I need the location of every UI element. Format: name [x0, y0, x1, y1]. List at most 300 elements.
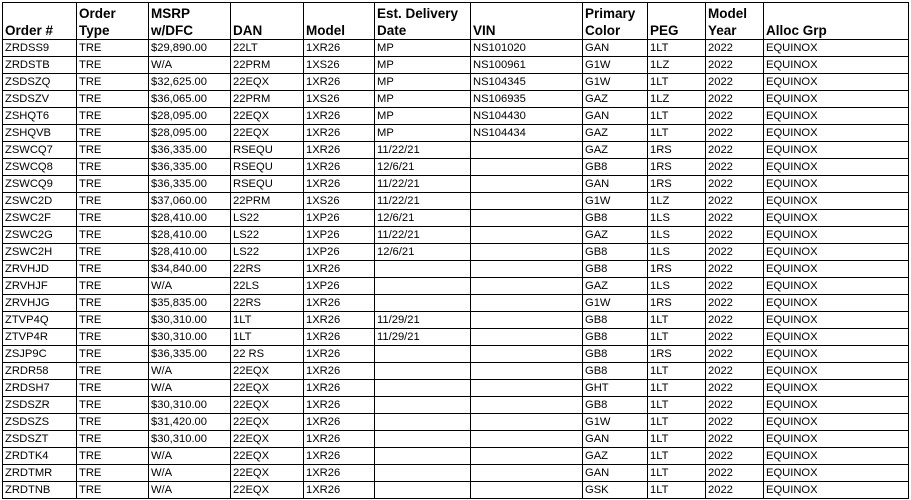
- cell-peg[interactable]: 1LT: [648, 431, 706, 448]
- cell-vin[interactable]: [471, 193, 583, 210]
- cell-vin[interactable]: [471, 244, 583, 261]
- cell-alloc[interactable]: EQUINOX: [764, 346, 909, 363]
- cell-alloc[interactable]: EQUINOX: [764, 74, 909, 91]
- cell-peg[interactable]: 1LZ: [648, 193, 706, 210]
- cell-year[interactable]: 2022: [706, 125, 764, 142]
- cell-model[interactable]: 1XS26: [304, 193, 375, 210]
- cell-msrp[interactable]: W/A: [149, 278, 231, 295]
- cell-delivery[interactable]: MP: [375, 57, 471, 74]
- cell-type[interactable]: TRE: [77, 414, 149, 431]
- cell-vin[interactable]: [471, 465, 583, 482]
- cell-vin[interactable]: NS104345: [471, 74, 583, 91]
- cell-msrp[interactable]: $31,420.00: [149, 414, 231, 431]
- cell-color[interactable]: GAZ: [583, 91, 648, 108]
- cell-vin[interactable]: NS106935: [471, 91, 583, 108]
- cell-dan[interactable]: 22EQX: [231, 414, 304, 431]
- cell-order[interactable]: ZRDSH7: [3, 380, 77, 397]
- cell-type[interactable]: TRE: [77, 295, 149, 312]
- cell-msrp[interactable]: $29,890.00: [149, 40, 231, 57]
- cell-type[interactable]: TRE: [77, 91, 149, 108]
- cell-model[interactable]: 1XR26: [304, 482, 375, 499]
- cell-model[interactable]: 1XR26: [304, 74, 375, 91]
- cell-dan[interactable]: 22LT: [231, 40, 304, 57]
- cell-dan[interactable]: 22PRM: [231, 57, 304, 74]
- cell-peg[interactable]: 1LT: [648, 448, 706, 465]
- cell-order[interactable]: ZSWC2D: [3, 193, 77, 210]
- cell-dan[interactable]: 22EQX: [231, 431, 304, 448]
- cell-msrp[interactable]: W/A: [149, 482, 231, 499]
- cell-year[interactable]: 2022: [706, 414, 764, 431]
- cell-color[interactable]: GAZ: [583, 125, 648, 142]
- cell-type[interactable]: TRE: [77, 57, 149, 74]
- cell-color[interactable]: GB8: [583, 397, 648, 414]
- cell-type[interactable]: TRE: [77, 74, 149, 91]
- cell-peg[interactable]: 1RS: [648, 346, 706, 363]
- cell-order[interactable]: ZSWC2H: [3, 244, 77, 261]
- cell-vin[interactable]: [471, 295, 583, 312]
- cell-peg[interactable]: 1LT: [648, 108, 706, 125]
- cell-color[interactable]: GAZ: [583, 142, 648, 159]
- cell-model[interactable]: 1XR26: [304, 465, 375, 482]
- cell-year[interactable]: 2022: [706, 278, 764, 295]
- cell-dan[interactable]: 22LS: [231, 278, 304, 295]
- cell-color[interactable]: GB8: [583, 261, 648, 278]
- cell-alloc[interactable]: EQUINOX: [764, 414, 909, 431]
- cell-msrp[interactable]: W/A: [149, 465, 231, 482]
- cell-order[interactable]: ZSWC2G: [3, 227, 77, 244]
- cell-type[interactable]: TRE: [77, 193, 149, 210]
- column-header-color[interactable]: [583, 3, 648, 40]
- cell-dan[interactable]: 22EQX: [231, 448, 304, 465]
- cell-color[interactable]: GB8: [583, 346, 648, 363]
- cell-delivery[interactable]: [375, 414, 471, 431]
- cell-alloc[interactable]: EQUINOX: [764, 125, 909, 142]
- cell-msrp[interactable]: $36,065.00: [149, 91, 231, 108]
- cell-dan[interactable]: 22EQX: [231, 465, 304, 482]
- cell-alloc[interactable]: EQUINOX: [764, 210, 909, 227]
- cell-year[interactable]: 2022: [706, 210, 764, 227]
- cell-vin[interactable]: [471, 482, 583, 499]
- cell-peg[interactable]: 1RS: [648, 159, 706, 176]
- cell-peg[interactable]: 1LS: [648, 244, 706, 261]
- cell-peg[interactable]: 1LT: [648, 125, 706, 142]
- cell-peg[interactable]: 1LT: [648, 397, 706, 414]
- cell-delivery[interactable]: 11/22/21: [375, 176, 471, 193]
- cell-delivery[interactable]: 12/6/21: [375, 159, 471, 176]
- cell-delivery[interactable]: MP: [375, 91, 471, 108]
- cell-color[interactable]: GAZ: [583, 278, 648, 295]
- cell-vin[interactable]: NS100961: [471, 57, 583, 74]
- cell-vin[interactable]: [471, 227, 583, 244]
- cell-delivery[interactable]: [375, 380, 471, 397]
- cell-delivery[interactable]: 11/29/21: [375, 329, 471, 346]
- cell-dan[interactable]: 22EQX: [231, 74, 304, 91]
- cell-year[interactable]: 2022: [706, 261, 764, 278]
- cell-msrp[interactable]: W/A: [149, 380, 231, 397]
- cell-year[interactable]: 2022: [706, 482, 764, 499]
- cell-year[interactable]: 2022: [706, 380, 764, 397]
- cell-alloc[interactable]: EQUINOX: [764, 227, 909, 244]
- cell-order[interactable]: ZSJP9C: [3, 346, 77, 363]
- cell-alloc[interactable]: EQUINOX: [764, 329, 909, 346]
- cell-model[interactable]: 1XR26: [304, 329, 375, 346]
- cell-color[interactable]: G1W: [583, 74, 648, 91]
- cell-type[interactable]: TRE: [77, 465, 149, 482]
- cell-color[interactable]: GB8: [583, 363, 648, 380]
- cell-dan[interactable]: RSEQU: [231, 159, 304, 176]
- cell-model[interactable]: 1XP26: [304, 227, 375, 244]
- cell-vin[interactable]: NS104430: [471, 108, 583, 125]
- cell-order[interactable]: ZSWCQ9: [3, 176, 77, 193]
- cell-order[interactable]: ZRVHJD: [3, 261, 77, 278]
- cell-type[interactable]: TRE: [77, 227, 149, 244]
- cell-year[interactable]: 2022: [706, 227, 764, 244]
- cell-model[interactable]: 1XR26: [304, 40, 375, 57]
- cell-delivery[interactable]: MP: [375, 40, 471, 57]
- cell-dan[interactable]: 22EQX: [231, 108, 304, 125]
- column-header-msrp[interactable]: [149, 3, 231, 40]
- cell-dan[interactable]: 22EQX: [231, 363, 304, 380]
- cell-dan[interactable]: LS22: [231, 244, 304, 261]
- cell-vin[interactable]: NS104434: [471, 125, 583, 142]
- cell-order[interactable]: ZSWC2F: [3, 210, 77, 227]
- cell-alloc[interactable]: EQUINOX: [764, 40, 909, 57]
- cell-delivery[interactable]: [375, 465, 471, 482]
- cell-peg[interactable]: 1LT: [648, 312, 706, 329]
- cell-vin[interactable]: [471, 329, 583, 346]
- cell-type[interactable]: TRE: [77, 363, 149, 380]
- cell-color[interactable]: GHT: [583, 380, 648, 397]
- cell-order[interactable]: ZTVP4R: [3, 329, 77, 346]
- cell-model[interactable]: 1XR26: [304, 295, 375, 312]
- cell-msrp[interactable]: $37,060.00: [149, 193, 231, 210]
- cell-vin[interactable]: [471, 397, 583, 414]
- cell-peg[interactable]: 1RS: [648, 176, 706, 193]
- cell-delivery[interactable]: [375, 346, 471, 363]
- cell-dan[interactable]: 22RS: [231, 261, 304, 278]
- cell-delivery[interactable]: 12/6/21: [375, 244, 471, 261]
- cell-order[interactable]: ZRDTNB: [3, 482, 77, 499]
- cell-color[interactable]: GB8: [583, 329, 648, 346]
- cell-dan[interactable]: 22EQX: [231, 125, 304, 142]
- cell-delivery[interactable]: [375, 397, 471, 414]
- cell-peg[interactable]: 1RS: [648, 261, 706, 278]
- cell-type[interactable]: TRE: [77, 142, 149, 159]
- cell-msrp[interactable]: $30,310.00: [149, 329, 231, 346]
- cell-delivery[interactable]: 12/6/21: [375, 210, 471, 227]
- cell-year[interactable]: 2022: [706, 295, 764, 312]
- cell-peg[interactable]: 1LS: [648, 210, 706, 227]
- cell-alloc[interactable]: EQUINOX: [764, 465, 909, 482]
- cell-vin[interactable]: [471, 431, 583, 448]
- cell-model[interactable]: 1XR26: [304, 125, 375, 142]
- cell-delivery[interactable]: [375, 278, 471, 295]
- cell-dan[interactable]: 22EQX: [231, 397, 304, 414]
- cell-delivery[interactable]: [375, 448, 471, 465]
- cell-vin[interactable]: [471, 448, 583, 465]
- cell-type[interactable]: TRE: [77, 448, 149, 465]
- cell-alloc[interactable]: EQUINOX: [764, 176, 909, 193]
- cell-model[interactable]: 1XR26: [304, 448, 375, 465]
- cell-type[interactable]: TRE: [77, 482, 149, 499]
- cell-type[interactable]: TRE: [77, 346, 149, 363]
- cell-color[interactable]: GAN: [583, 108, 648, 125]
- cell-vin[interactable]: [471, 176, 583, 193]
- cell-model[interactable]: 1XP26: [304, 278, 375, 295]
- cell-vin[interactable]: [471, 261, 583, 278]
- cell-peg[interactable]: 1LT: [648, 482, 706, 499]
- cell-model[interactable]: 1XR26: [304, 431, 375, 448]
- cell-order[interactable]: ZSDSZQ: [3, 74, 77, 91]
- cell-peg[interactable]: 1LT: [648, 465, 706, 482]
- cell-vin[interactable]: [471, 312, 583, 329]
- cell-order[interactable]: ZSDSZS: [3, 414, 77, 431]
- cell-alloc[interactable]: EQUINOX: [764, 261, 909, 278]
- cell-model[interactable]: 1XP26: [304, 210, 375, 227]
- cell-order[interactable]: ZSDSZT: [3, 431, 77, 448]
- cell-alloc[interactable]: EQUINOX: [764, 244, 909, 261]
- cell-color[interactable]: GAN: [583, 40, 648, 57]
- cell-type[interactable]: TRE: [77, 125, 149, 142]
- cell-delivery[interactable]: [375, 431, 471, 448]
- cell-vin[interactable]: [471, 159, 583, 176]
- cell-dan[interactable]: 1LT: [231, 312, 304, 329]
- cell-msrp[interactable]: $32,625.00: [149, 74, 231, 91]
- cell-alloc[interactable]: EQUINOX: [764, 57, 909, 74]
- cell-delivery[interactable]: 11/29/21: [375, 312, 471, 329]
- cell-type[interactable]: TRE: [77, 312, 149, 329]
- cell-msrp[interactable]: $30,310.00: [149, 431, 231, 448]
- cell-delivery[interactable]: MP: [375, 108, 471, 125]
- cell-color[interactable]: GB8: [583, 312, 648, 329]
- cell-model[interactable]: 1XR26: [304, 159, 375, 176]
- column-header-peg[interactable]: [648, 3, 706, 40]
- cell-delivery[interactable]: [375, 363, 471, 380]
- cell-peg[interactable]: 1RS: [648, 142, 706, 159]
- cell-year[interactable]: 2022: [706, 465, 764, 482]
- cell-type[interactable]: TRE: [77, 397, 149, 414]
- column-header-year[interactable]: [706, 3, 764, 40]
- cell-msrp[interactable]: W/A: [149, 448, 231, 465]
- cell-year[interactable]: 2022: [706, 329, 764, 346]
- cell-order[interactable]: ZSDSZV: [3, 91, 77, 108]
- cell-year[interactable]: 2022: [706, 74, 764, 91]
- cell-alloc[interactable]: EQUINOX: [764, 193, 909, 210]
- cell-order[interactable]: ZTVP4Q: [3, 312, 77, 329]
- cell-msrp[interactable]: $28,095.00: [149, 108, 231, 125]
- cell-dan[interactable]: 22 RS: [231, 346, 304, 363]
- cell-msrp[interactable]: $30,310.00: [149, 397, 231, 414]
- cell-year[interactable]: 2022: [706, 397, 764, 414]
- cell-dan[interactable]: LS22: [231, 210, 304, 227]
- cell-color[interactable]: GB8: [583, 210, 648, 227]
- cell-order[interactable]: ZSHQVB: [3, 125, 77, 142]
- cell-alloc[interactable]: EQUINOX: [764, 278, 909, 295]
- cell-vin[interactable]: NS101020: [471, 40, 583, 57]
- cell-year[interactable]: 2022: [706, 91, 764, 108]
- cell-color[interactable]: G1W: [583, 414, 648, 431]
- cell-msrp[interactable]: $28,095.00: [149, 125, 231, 142]
- cell-type[interactable]: TRE: [77, 278, 149, 295]
- cell-type[interactable]: TRE: [77, 380, 149, 397]
- cell-msrp[interactable]: $36,335.00: [149, 346, 231, 363]
- cell-type[interactable]: TRE: [77, 159, 149, 176]
- cell-model[interactable]: 1XR26: [304, 176, 375, 193]
- cell-type[interactable]: TRE: [77, 431, 149, 448]
- cell-order[interactable]: ZRDTMR: [3, 465, 77, 482]
- cell-year[interactable]: 2022: [706, 57, 764, 74]
- cell-year[interactable]: 2022: [706, 193, 764, 210]
- cell-msrp[interactable]: $34,840.00: [149, 261, 231, 278]
- cell-peg[interactable]: 1LZ: [648, 57, 706, 74]
- cell-type[interactable]: TRE: [77, 176, 149, 193]
- cell-alloc[interactable]: EQUINOX: [764, 159, 909, 176]
- cell-year[interactable]: 2022: [706, 159, 764, 176]
- cell-order[interactable]: ZRVHJF: [3, 278, 77, 295]
- cell-type[interactable]: TRE: [77, 329, 149, 346]
- cell-peg[interactable]: 1LT: [648, 74, 706, 91]
- cell-dan[interactable]: 22RS: [231, 295, 304, 312]
- cell-delivery[interactable]: [375, 295, 471, 312]
- cell-order[interactable]: ZRDSTB: [3, 57, 77, 74]
- cell-model[interactable]: 1XS26: [304, 91, 375, 108]
- cell-type[interactable]: TRE: [77, 40, 149, 57]
- cell-msrp[interactable]: $36,335.00: [149, 159, 231, 176]
- column-header-dan[interactable]: [231, 3, 304, 40]
- cell-order[interactable]: ZSHQT6: [3, 108, 77, 125]
- cell-msrp[interactable]: $36,335.00: [149, 142, 231, 159]
- cell-msrp[interactable]: W/A: [149, 363, 231, 380]
- column-header-vin[interactable]: [471, 3, 583, 40]
- cell-color[interactable]: GAN: [583, 465, 648, 482]
- cell-model[interactable]: 1XR26: [304, 397, 375, 414]
- cell-dan[interactable]: 22PRM: [231, 91, 304, 108]
- cell-msrp[interactable]: $35,835.00: [149, 295, 231, 312]
- cell-model[interactable]: 1XR26: [304, 363, 375, 380]
- cell-alloc[interactable]: EQUINOX: [764, 363, 909, 380]
- cell-delivery[interactable]: [375, 482, 471, 499]
- cell-vin[interactable]: [471, 278, 583, 295]
- cell-model[interactable]: 1XR26: [304, 261, 375, 278]
- column-header-model[interactable]: [304, 3, 375, 40]
- cell-msrp[interactable]: $28,410.00: [149, 227, 231, 244]
- cell-order[interactable]: ZSWCQ8: [3, 159, 77, 176]
- cell-peg[interactable]: 1LT: [648, 329, 706, 346]
- cell-dan[interactable]: 22EQX: [231, 482, 304, 499]
- column-header-order[interactable]: [3, 3, 77, 40]
- cell-dan[interactable]: LS22: [231, 227, 304, 244]
- cell-peg[interactable]: 1LZ: [648, 91, 706, 108]
- cell-color[interactable]: GB8: [583, 244, 648, 261]
- cell-msrp[interactable]: $30,310.00: [149, 312, 231, 329]
- cell-color[interactable]: GAZ: [583, 227, 648, 244]
- cell-delivery[interactable]: MP: [375, 125, 471, 142]
- cell-delivery[interactable]: 11/22/21: [375, 193, 471, 210]
- cell-alloc[interactable]: EQUINOX: [764, 380, 909, 397]
- cell-delivery[interactable]: 11/22/21: [375, 142, 471, 159]
- cell-year[interactable]: 2022: [706, 431, 764, 448]
- cell-color[interactable]: GAN: [583, 176, 648, 193]
- cell-peg[interactable]: 1LT: [648, 380, 706, 397]
- cell-order[interactable]: ZRVHJG: [3, 295, 77, 312]
- column-header-alloc[interactable]: [764, 3, 909, 40]
- cell-alloc[interactable]: EQUINOX: [764, 108, 909, 125]
- cell-vin[interactable]: [471, 363, 583, 380]
- cell-year[interactable]: 2022: [706, 312, 764, 329]
- cell-msrp[interactable]: $36,335.00: [149, 176, 231, 193]
- column-header-delivery[interactable]: [375, 3, 471, 40]
- cell-alloc[interactable]: EQUINOX: [764, 91, 909, 108]
- cell-vin[interactable]: [471, 142, 583, 159]
- cell-year[interactable]: 2022: [706, 448, 764, 465]
- cell-vin[interactable]: [471, 346, 583, 363]
- cell-order[interactable]: ZRDTK4: [3, 448, 77, 465]
- cell-model[interactable]: 1XR26: [304, 142, 375, 159]
- cell-year[interactable]: 2022: [706, 244, 764, 261]
- cell-year[interactable]: 2022: [706, 346, 764, 363]
- cell-dan[interactable]: 22EQX: [231, 380, 304, 397]
- cell-type[interactable]: TRE: [77, 210, 149, 227]
- cell-delivery[interactable]: MP: [375, 74, 471, 91]
- cell-year[interactable]: 2022: [706, 176, 764, 193]
- cell-color[interactable]: G1W: [583, 57, 648, 74]
- cell-dan[interactable]: 22PRM: [231, 193, 304, 210]
- cell-dan[interactable]: RSEQU: [231, 176, 304, 193]
- cell-peg[interactable]: 1LT: [648, 414, 706, 431]
- cell-color[interactable]: G1W: [583, 295, 648, 312]
- cell-dan[interactable]: 1LT: [231, 329, 304, 346]
- cell-type[interactable]: TRE: [77, 261, 149, 278]
- cell-color[interactable]: GB8: [583, 159, 648, 176]
- cell-color[interactable]: G1W: [583, 193, 648, 210]
- cell-alloc[interactable]: EQUINOX: [764, 397, 909, 414]
- cell-vin[interactable]: [471, 380, 583, 397]
- cell-peg[interactable]: 1LS: [648, 278, 706, 295]
- cell-model[interactable]: 1XR26: [304, 380, 375, 397]
- cell-msrp[interactable]: $28,410.00: [149, 210, 231, 227]
- cell-alloc[interactable]: EQUINOX: [764, 431, 909, 448]
- cell-model[interactable]: 1XR26: [304, 346, 375, 363]
- cell-msrp[interactable]: $28,410.00: [149, 244, 231, 261]
- cell-delivery[interactable]: [375, 261, 471, 278]
- cell-peg[interactable]: 1LT: [648, 363, 706, 380]
- cell-type[interactable]: TRE: [77, 108, 149, 125]
- cell-model[interactable]: 1XR26: [304, 108, 375, 125]
- cell-order[interactable]: ZSDSZR: [3, 397, 77, 414]
- cell-color[interactable]: GAN: [583, 431, 648, 448]
- cell-year[interactable]: 2022: [706, 142, 764, 159]
- cell-dan[interactable]: RSEQU: [231, 142, 304, 159]
- cell-order[interactable]: ZRDSS9: [3, 40, 77, 57]
- cell-year[interactable]: 2022: [706, 108, 764, 125]
- cell-alloc[interactable]: EQUINOX: [764, 448, 909, 465]
- cell-vin[interactable]: [471, 414, 583, 431]
- cell-year[interactable]: 2022: [706, 363, 764, 380]
- column-header-type[interactable]: [77, 3, 149, 40]
- cell-alloc[interactable]: EQUINOX: [764, 295, 909, 312]
- cell-order[interactable]: ZRDR58: [3, 363, 77, 380]
- cell-model[interactable]: 1XP26: [304, 244, 375, 261]
- cell-vin[interactable]: [471, 210, 583, 227]
- cell-year[interactable]: 2022: [706, 40, 764, 57]
- cell-model[interactable]: 1XR26: [304, 414, 375, 431]
- cell-model[interactable]: 1XS26: [304, 57, 375, 74]
- cell-color[interactable]: GAZ: [583, 448, 648, 465]
- cell-msrp[interactable]: W/A: [149, 57, 231, 74]
- cell-peg[interactable]: 1LT: [648, 40, 706, 57]
- cell-peg[interactable]: 1LS: [648, 227, 706, 244]
- cell-color[interactable]: GSK: [583, 482, 648, 499]
